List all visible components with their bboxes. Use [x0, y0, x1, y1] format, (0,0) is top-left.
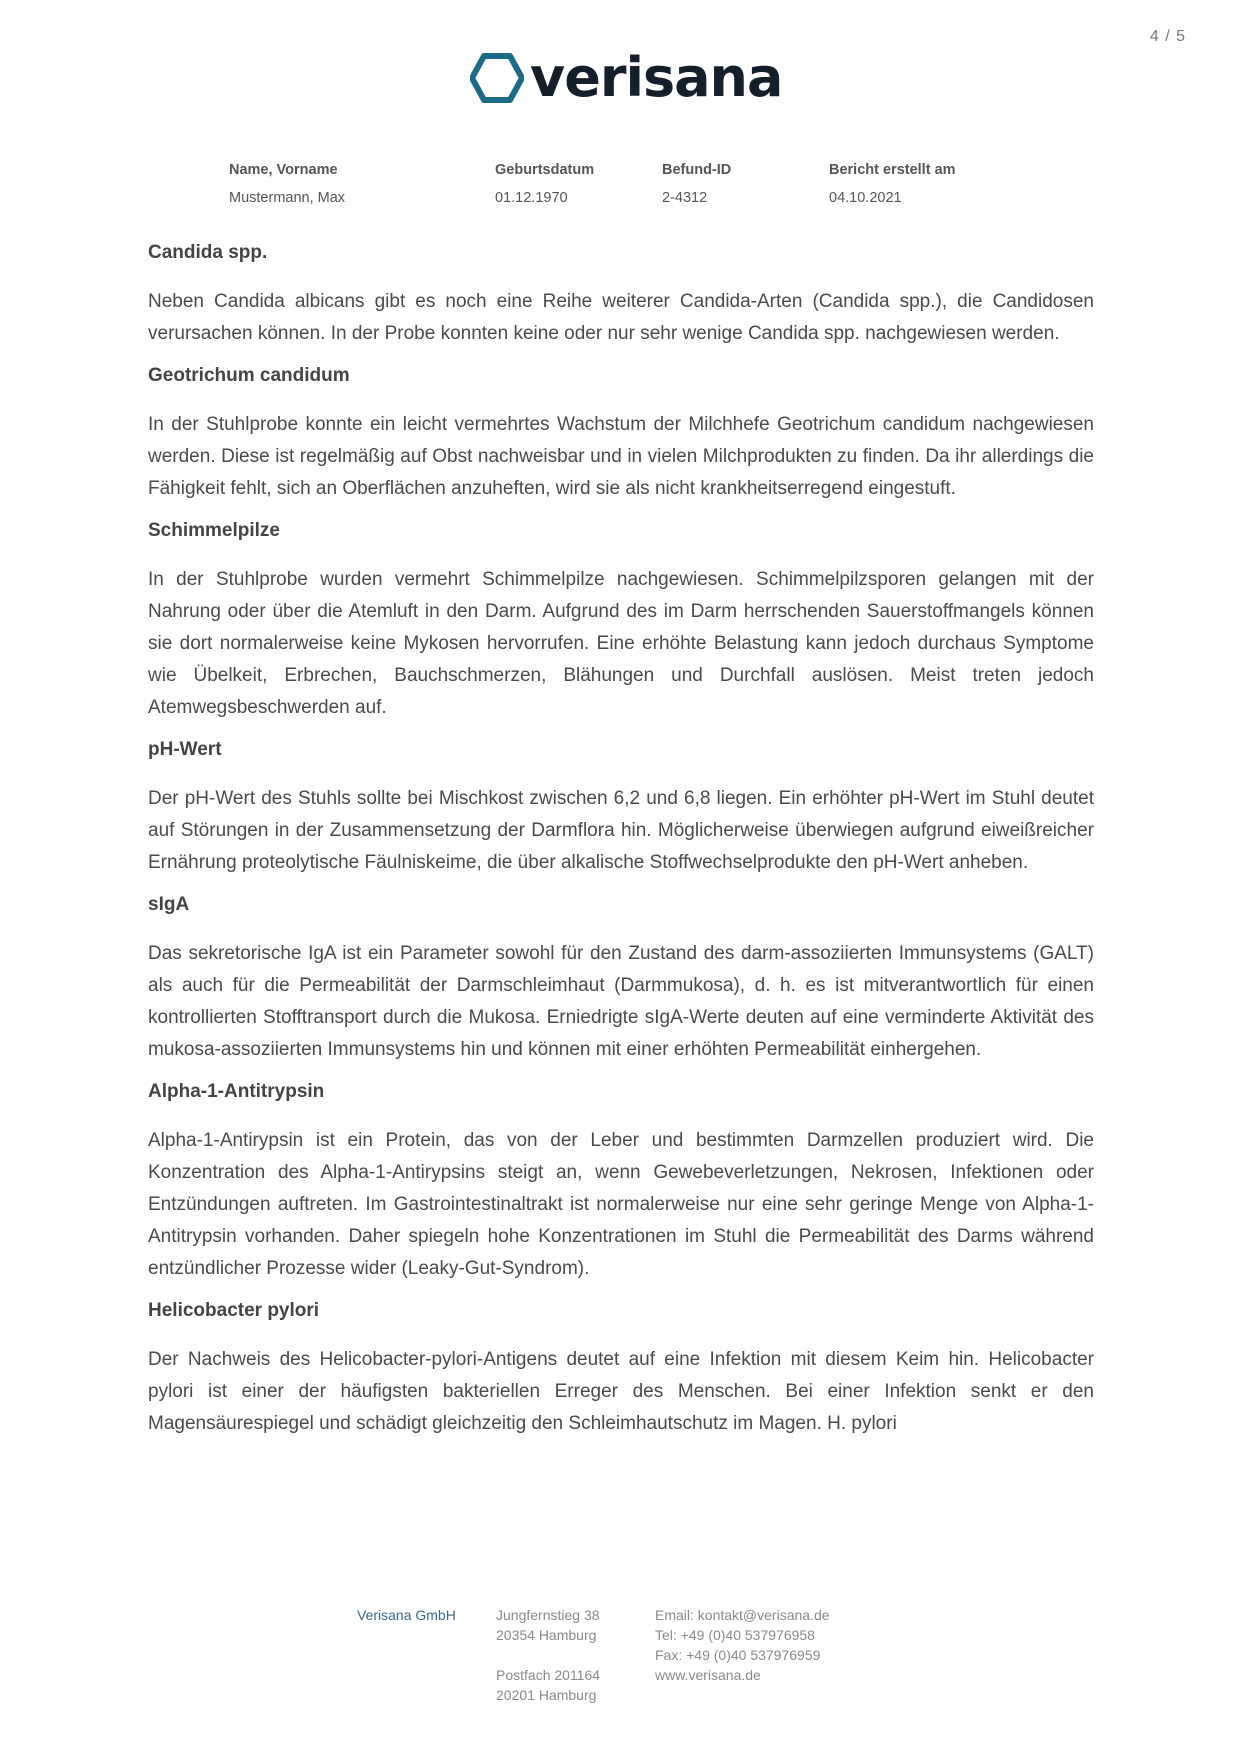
footer-web: www.verisana.de [655, 1667, 761, 1683]
section-helicobacter-pylori [148, 1298, 1094, 1440]
report-id-label: Befund-ID [662, 162, 732, 178]
section-title: sIgA [148, 894, 190, 915]
name-value: Mustermann, Max [229, 190, 346, 206]
footer-fax: Fax: +49 (0)40 537976959 [655, 1647, 821, 1663]
footer-postbox-city: 20201 Hamburg [496, 1687, 597, 1703]
brand-logo [470, 48, 782, 108]
section-alpha-1-antitrypsin [148, 1079, 1094, 1285]
footer-tel: Tel: +49 (0)40 537976958 [655, 1627, 815, 1643]
section-text: Das sekretorische IgA ist ein Parameter sowohl für den Zustand des darm-assoziierten Immunsystems (GALT) als auch für die Permeabilität der Darmschleimhaut (Darmmukosa), d. h. es ist mitverantwortlich für einen kontrollierten Stofftransport durch die Mukosa. Erniedrigte sIgA-Werte deuten auf eine verminderte Aktivität des mukosa-assoziierten Immunsystems hin und können mit einer erhöhten Permeabilität einhergehen. [148, 943, 1094, 1060]
footer-contact [655, 1605, 830, 1685]
section-title: Schimmelpilze [148, 520, 280, 541]
birth-date-value: 01.12.1970 [495, 190, 568, 206]
section-title: Alpha-1-Antitrypsin [148, 1081, 325, 1102]
footer-address [496, 1605, 600, 1705]
section-title: pH-Wert [148, 739, 222, 760]
page-number: 4 / 5 [1149, 28, 1186, 45]
report-date-label: Bericht erstellt am [829, 162, 956, 178]
section-geotrichum-candidum [148, 363, 1094, 505]
section-title: Geotrichum candidum [148, 365, 350, 386]
brand-name: verisana [530, 46, 783, 109]
report-id-column [662, 160, 731, 208]
section-siga [148, 892, 1094, 1066]
report-id-value: 2-4312 [662, 190, 708, 206]
patient-info [229, 160, 1029, 220]
section-title: Candida spp. [148, 242, 268, 263]
section-text: In der Stuhlprobe konnte ein leicht vermehrtes Wachstum der Milchhefe Geotrichum candidum nachgewiesen werden. Diese ist regelmäßig auf Obst nachweisbar und in vielen Milchprodukten zu finden. Da ihr allerdings die Fähigkeit fehlt, sich an Oberflächen anzuheften, wird sie als nicht krankheitserregend eingestuft. [148, 414, 1094, 499]
section-schimmelpilze [148, 518, 1094, 724]
report-date-column [829, 160, 956, 208]
footer-street: Jungfernstieg 38 [496, 1607, 600, 1623]
footer-city: 20354 Hamburg [496, 1627, 597, 1643]
section-text: Alpha-1-Antirypsin ist ein Protein, das von der Leber und bestimmten Darmzellen produziert wird. Die Konzentration des Alpha-1-Antirypsins steigt an, wenn Gewebeverletzungen, Nekrosen, Infektionen oder Entzündungen auftreten. Im Gastrointestinaltrakt ist normalerweise nur eine sehr geringe Menge von Alpha-1-Antitrypsin vorhanden. Daher spiegeln hohe Konzentrationen im Stuhl die Permeabilität des Darms während entzündlicher Prozesse wider (Leaky-Gut-Syndrom). [148, 1130, 1094, 1279]
patient-name-column [229, 160, 345, 208]
section-text: Der pH-Wert des Stuhls sollte bei Mischkost zwischen 6,2 und 6,8 liegen. Ein erhöhter pH-Wert im Stuhl deutet auf Störungen in der Zusammensetzung der Darmflora hin. Möglicherweise überwiegen aufgrund eiweißreicher Ernährung proteolytische Fäulniskeime, die über alkalische Stoffwechselprodukte den pH-Wert anheben. [148, 788, 1094, 873]
verisana-hexagon-icon [470, 52, 524, 104]
report-date-value: 04.10.2021 [829, 190, 902, 206]
section-ph-wert [148, 737, 1094, 879]
section-text: Neben Candida albicans gibt es noch eine Reihe weiterer Candida-Arten (Candida spp.), die Candidosen verursachen können. In der Probe konnten keine oder nur sehr wenige Candida spp. nachgewiesen werden. [148, 291, 1094, 344]
footer-email: Email: kontakt@verisana.de [655, 1607, 830, 1623]
section-title: Helicobacter pylori [148, 1300, 320, 1321]
section-text: In der Stuhlprobe wurden vermehrt Schimmelpilze nachgewiesen. Schimmelpilzsporen gelangen mit der Nahrung oder über die Atemluft in den Darm. Aufgrund des im Darm herrschenden Sauerstoffmangels können sie dort normalerweise keine Mykosen hervorrufen. Eine erhöhte Belastung kann jedoch durchaus Symptome wie Übelkeit, Erbrechen, Bauchschmerzen, Blähungen und Durchfall auslösen. Meist treten jedoch Atemwegsbeschwerden auf. [148, 569, 1094, 718]
footer-postbox: Postfach 201164 [496, 1667, 601, 1683]
footer-company: Verisana GmbH [357, 1607, 456, 1623]
section-text: Der Nachweis des Helicobacter-pylori-Antigens deutet auf eine Infektion mit diesem Keim hin. Helicobacter pylori ist einer der häufigsten bakteriellen Erreger des Menschen. Bei einer Infektion senkt er den Magensäurespiegel und schädigt gleichzeitig den Schleimhautschutz im Magen. H. pylori [148, 1349, 1094, 1434]
report-content [148, 240, 1094, 1453]
section-candida-spp [148, 240, 1094, 350]
name-label: Name, Vorname [229, 162, 338, 178]
birth-date-column [495, 160, 594, 208]
birth-date-label: Geburtsdatum [495, 162, 595, 178]
